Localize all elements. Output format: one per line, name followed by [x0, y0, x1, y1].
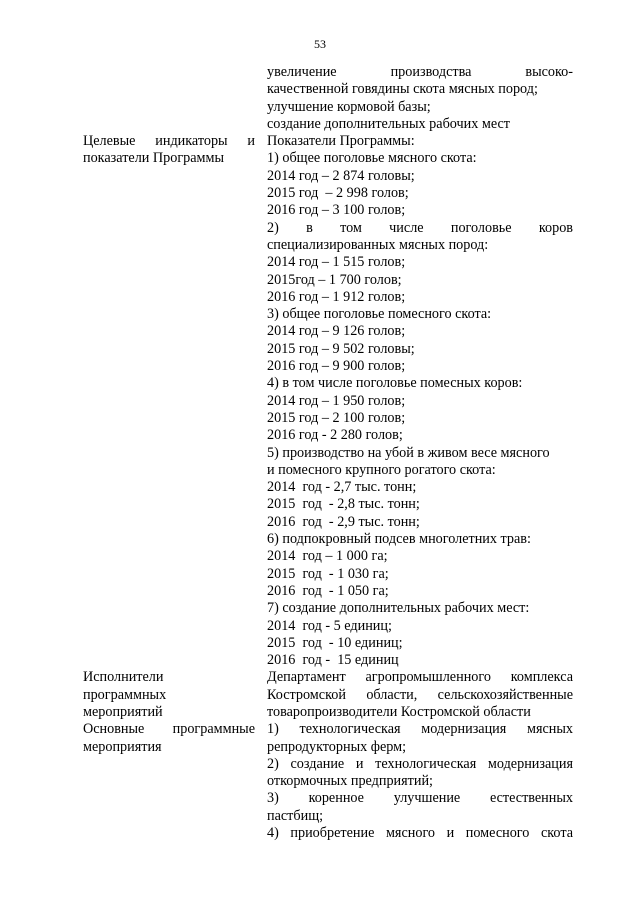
content-line: 5) производство на убой в живом весе мясного: [267, 444, 550, 461]
content-line: 2014 год – 9 126 голов;: [267, 323, 406, 340]
content-line: 2016 год - 2,9 тыс. тонн;: [267, 513, 420, 530]
row-label: [83, 133, 259, 669]
content-line: 2014 год – 1 515 голов;: [267, 254, 406, 271]
content-line: 2015 год – 2 998 голов;: [267, 185, 409, 202]
content-line: Показатели Программы:: [267, 133, 415, 150]
content-line: 2014 год – 1 950 голов;: [267, 392, 406, 409]
content-line: пастбищ;: [267, 807, 324, 824]
label-line: Целевые индикаторы и: [83, 133, 255, 150]
content-line: 2) создание и технологическая модернизация: [267, 755, 573, 772]
content-line: 2015 год - 10 единиц;: [267, 634, 403, 651]
content-line: 2015 год - 2,8 тыс. тонн;: [267, 496, 420, 513]
row-content: [267, 64, 573, 133]
row-label: [83, 669, 259, 721]
label-line: показатели Программы: [83, 150, 225, 167]
content-line: 2014 год – 1 000 га;: [267, 548, 388, 565]
content-line: 2014 год - 5 единиц;: [267, 617, 392, 634]
content-line: 2016 год - 1 050 га;: [267, 582, 389, 599]
content-line: 2015 год – 9 502 головы;: [267, 340, 415, 357]
content-line: Департамент агропромышленного комплекса: [267, 669, 573, 686]
content-line: и помесного крупного рогатого скота:: [267, 461, 496, 478]
content-line: 2014 год - 2,7 тыс. тонн;: [267, 479, 417, 496]
label-line: Основные программные: [83, 721, 255, 738]
content-line: 2016 год – 1 912 голов;: [267, 288, 406, 305]
content-line: 3) коренное улучшение естественных: [267, 790, 573, 807]
row-content: [267, 669, 573, 721]
content-line: 1) общее поголовье мясного скота:: [267, 150, 477, 167]
row-content: [267, 133, 573, 669]
label-line: мероприятия: [83, 738, 162, 755]
row-label: [83, 721, 259, 842]
content-line: улучшение кормовой базы;: [267, 98, 431, 115]
content-line: товаропроизводители Костромской области: [267, 703, 531, 720]
row-content: [267, 721, 573, 842]
content-line: 1) технологическая модернизация мясных: [267, 721, 573, 738]
content-line: 2015год – 1 700 голов;: [267, 271, 402, 288]
content-line: специализированных мясных пород:: [267, 236, 489, 253]
content-line: 2015 год – 2 100 голов;: [267, 409, 406, 426]
content-line: 2016 год - 15 единиц: [267, 652, 399, 669]
content-line: 2016 год - 2 280 голов;: [267, 427, 403, 444]
table-row-goals-continued: [83, 64, 573, 133]
content-line: 4) в том числе поголовье помесных коров:: [267, 375, 523, 392]
page-number: 53: [314, 37, 326, 51]
content-line: 3) общее поголовье помесного скота:: [267, 306, 492, 323]
content-line: репродукторных ферм;: [267, 738, 407, 755]
content-line: 7) создание дополнительных рабочих мест:: [267, 600, 530, 617]
label-line: программных: [83, 686, 167, 703]
content-line: 2) в том числе поголовье коров: [267, 219, 573, 236]
content-line: Костромской области, сельскохозяйственные: [267, 686, 573, 703]
table-row-main-activities: [83, 721, 573, 842]
content-line: откормочных предприятий;: [267, 773, 434, 790]
content-line: 2014 год – 2 874 головы;: [267, 167, 415, 184]
table-row-executors: [83, 669, 573, 721]
table-row-indicators: [83, 133, 573, 669]
passport-table: [83, 64, 573, 842]
content-line: создание дополнительных рабочих мест: [267, 115, 511, 132]
label-line: Исполнители: [83, 669, 164, 686]
content-line: 6) подпокровный подсев многолетних трав:: [267, 531, 531, 548]
content-line: 4) приобретение мясного и помесного скота: [267, 825, 573, 842]
row-label: [83, 64, 259, 133]
content-line: 2016 год – 3 100 голов;: [267, 202, 406, 219]
content-line: 2016 год – 9 900 голов;: [267, 358, 406, 375]
content-line: качественной говядины скота мясных пород;: [267, 81, 538, 98]
content-line: увеличение производства высоко-: [267, 64, 573, 80]
label-line: мероприятий: [83, 703, 163, 720]
content-line: 2015 год - 1 030 га;: [267, 565, 389, 582]
